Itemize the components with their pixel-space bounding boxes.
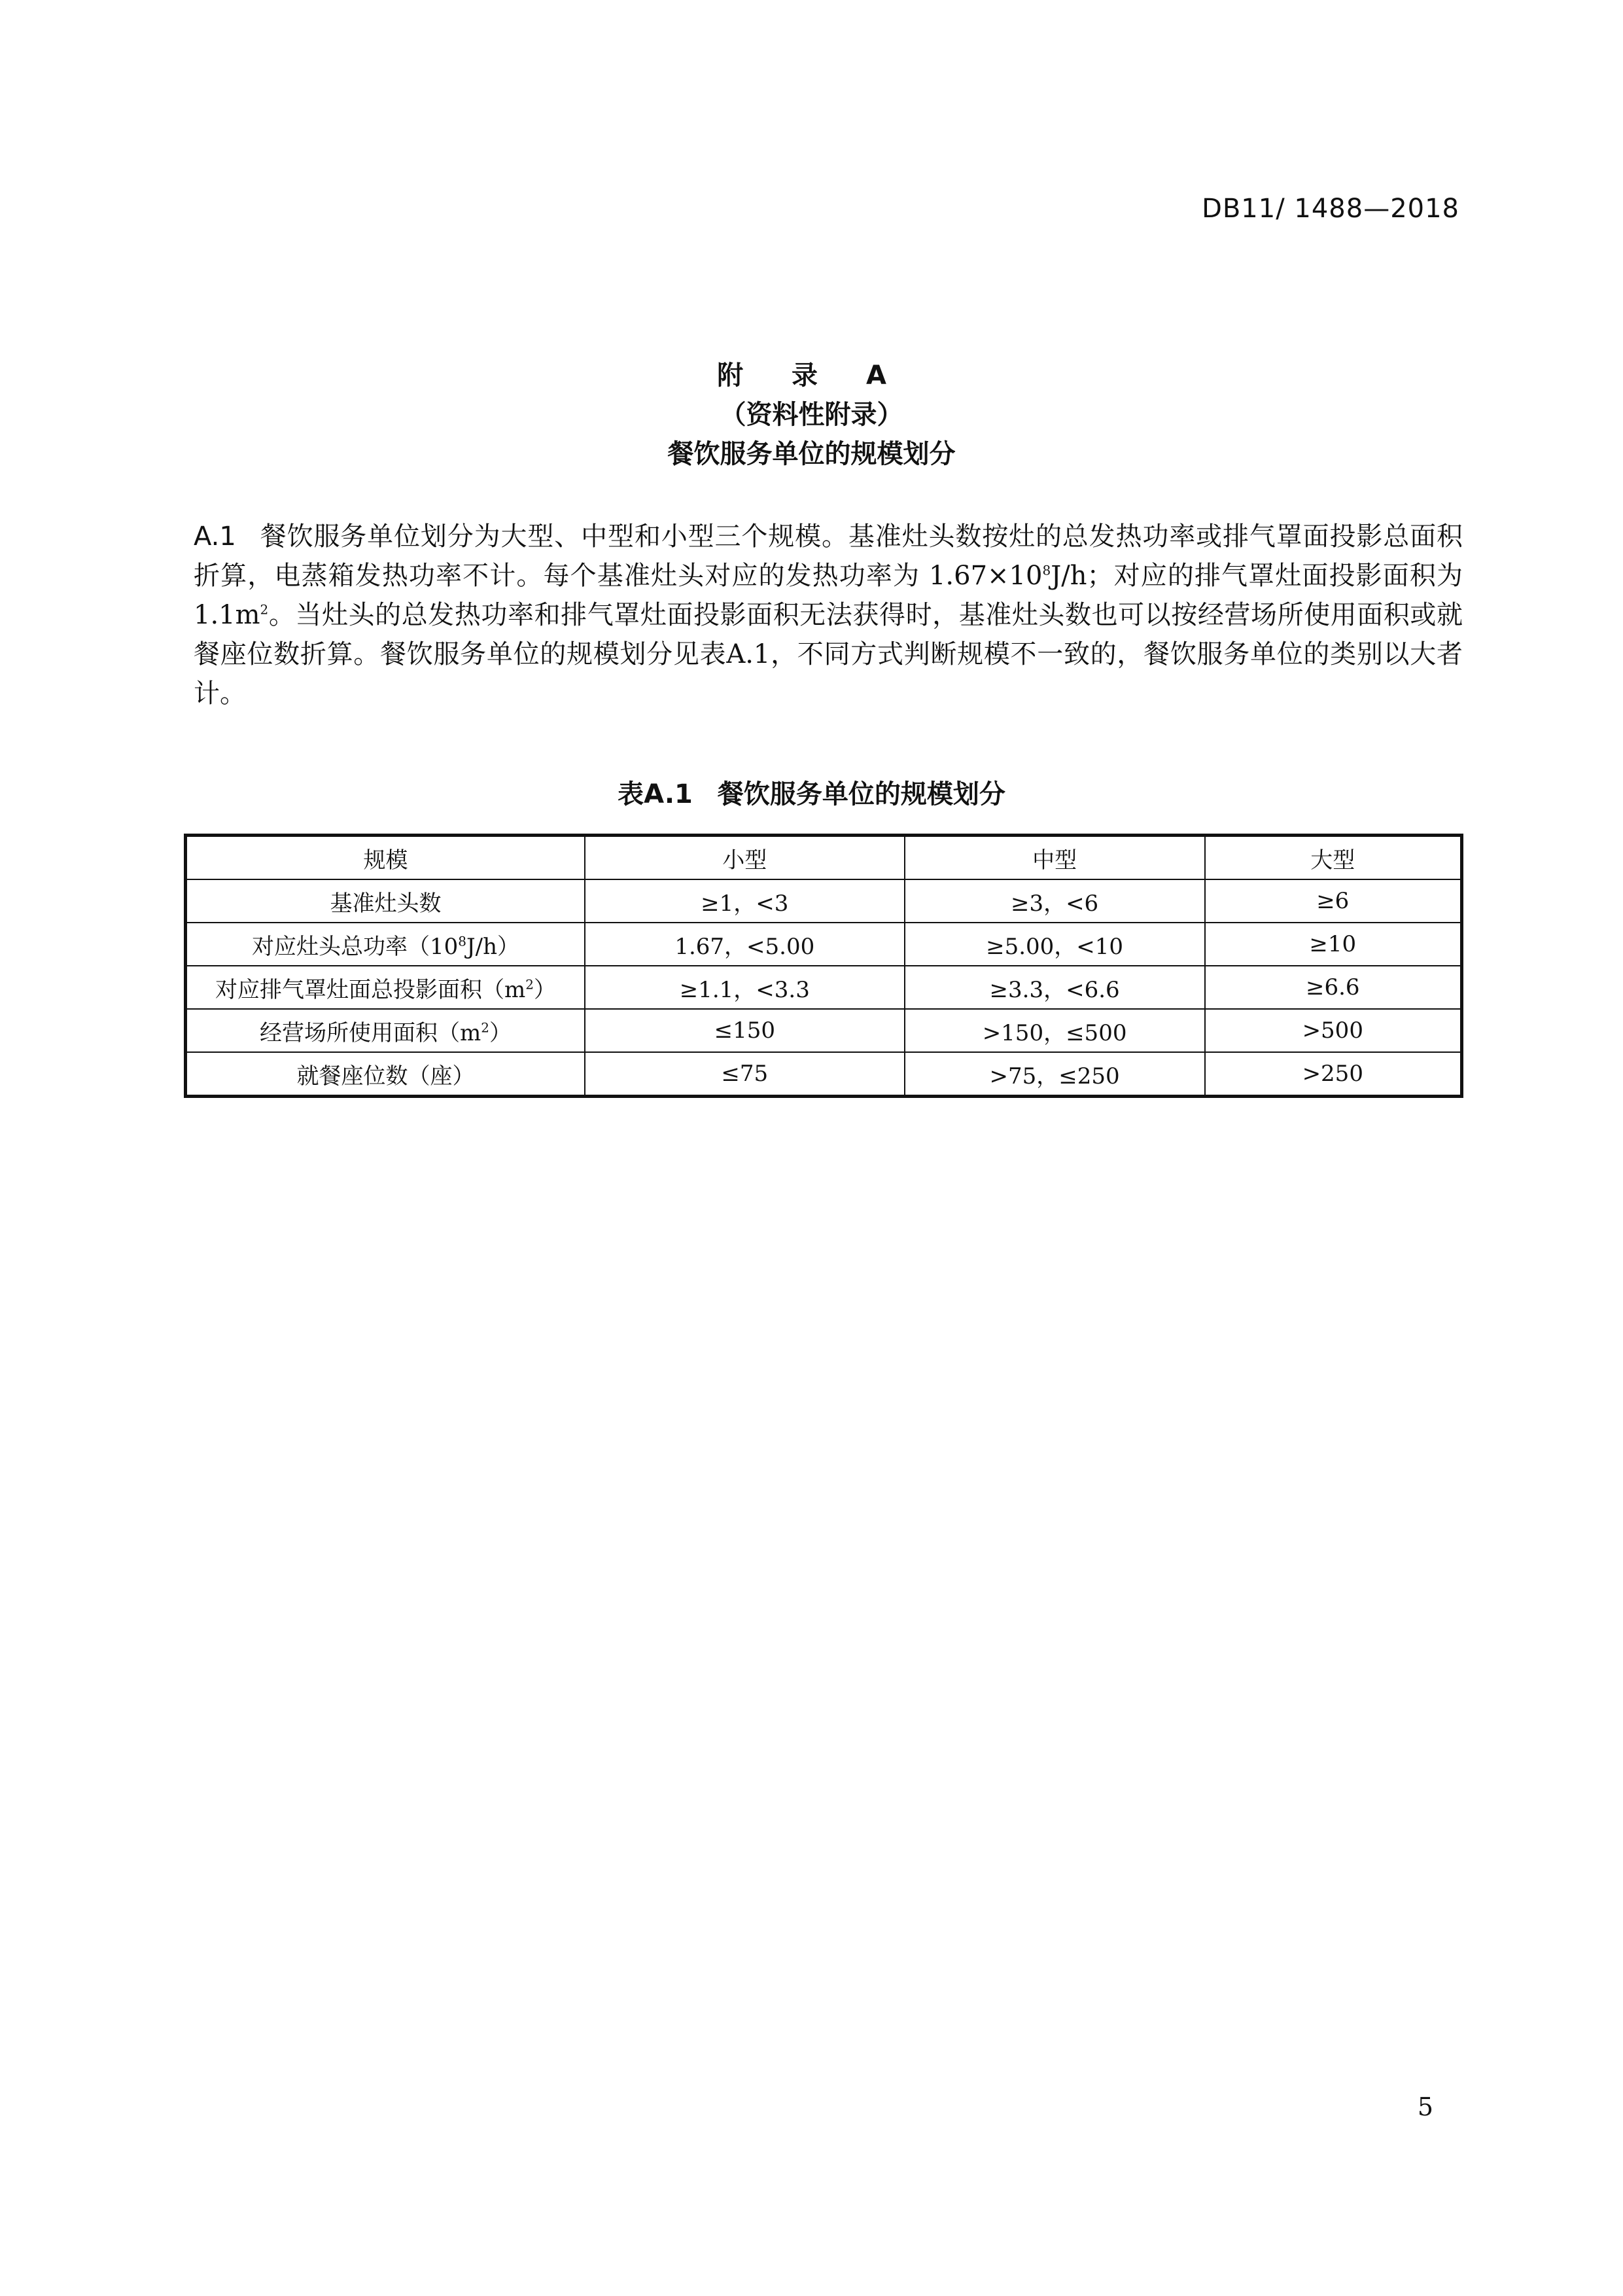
row-label-pre: 经营场所使用面积（m [259, 1019, 481, 1046]
table-caption-title: 餐饮服务单位的规模划分 [717, 779, 1005, 809]
cell-medium: >150，≤500 [905, 1009, 1205, 1052]
scale-classification-table [184, 834, 1463, 1098]
header-cell-large: 大型 [1205, 836, 1462, 880]
row-label [186, 966, 585, 1009]
table-caption-number: 表A.1 [618, 779, 693, 809]
cell-large: >500 [1205, 1009, 1462, 1052]
row-label [186, 923, 585, 966]
clause-text-part-3: 。当灶头的总发热功率和排气罩灶面投影面积无法获得时，基准灶头数也可以按经营场所使用面积或就餐座位数折算。餐饮服务单位的规模划分见表A.1，不同方式判断规模不一致的，餐饮服务单位的类别以大者计。 [194, 600, 1463, 709]
header-cell-medium: 中型 [905, 836, 1205, 880]
cell-large: ≥6 [1205, 879, 1462, 923]
header-cell-scale: 规模 [186, 836, 585, 880]
document-code: DB11/ 1488—2018 [1202, 194, 1459, 224]
row-label: 基准灶头数 [186, 879, 585, 923]
row-label-post: ） [489, 1019, 512, 1046]
cell-small: 1.67，<5.00 [585, 923, 905, 966]
table-header-row [186, 836, 1462, 880]
row-label-pre: 对应灶头总功率（10 [251, 933, 459, 960]
clause-a1-paragraph [194, 517, 1463, 713]
cell-small: ≥1，<3 [585, 879, 905, 923]
clause-number: A.1 [194, 521, 236, 552]
clause-superscript-exponent: 8 [1042, 562, 1051, 578]
cell-medium: ≥3，<6 [905, 879, 1205, 923]
clause-text-part-2: J/h；对应的排气罩灶面投影面积为 1.1m [194, 561, 1463, 630]
row-label-post: J/h） [466, 933, 519, 960]
row-label [186, 1009, 585, 1052]
page-number: 5 [1417, 2093, 1433, 2121]
table-caption [0, 773, 1623, 811]
row-label-sup: 8 [458, 933, 466, 949]
cell-large: >250 [1205, 1052, 1462, 1097]
row-label-post: ） [533, 976, 556, 1003]
cell-small: ≤150 [585, 1009, 905, 1052]
clause-text-part-1: 餐饮服务单位划分为大型、中型和小型三个规模。基准灶头数按灶的总发热功率或排气罩面投影总面积折算，电蒸箱发热功率不计。每个基准灶头对应的发热功率为 1.67×10 [194, 521, 1463, 591]
cell-large: ≥10 [1205, 923, 1462, 966]
cell-medium: ≥5.00，<10 [905, 923, 1205, 966]
appendix-subject: 餐饮服务单位的规模划分 [667, 439, 956, 469]
appendix-nature: （资料性附录） [720, 400, 903, 430]
clause-superscript-area: 2 [260, 601, 269, 618]
table-row [186, 1009, 1462, 1052]
cell-large: ≥6.6 [1205, 966, 1462, 1009]
cell-small: ≤75 [585, 1052, 905, 1097]
table-row [186, 1052, 1462, 1097]
table-row [186, 966, 1462, 1009]
cell-small: ≥1.1，<3.3 [585, 966, 905, 1009]
row-label-sup: 2 [481, 1019, 489, 1036]
appendix-title: 附 录 A [717, 361, 906, 391]
row-label-pre: 对应排气罩灶面总投影面积（m [215, 976, 526, 1003]
cell-medium: >75，≤250 [905, 1052, 1205, 1097]
header-cell-small: 小型 [585, 836, 905, 880]
table-row [186, 879, 1462, 923]
cell-medium: ≥3.3，<6.6 [905, 966, 1205, 1009]
row-label: 就餐座位数（座） [186, 1052, 585, 1097]
row-label-sup: 2 [525, 976, 534, 993]
table-row [186, 923, 1462, 966]
